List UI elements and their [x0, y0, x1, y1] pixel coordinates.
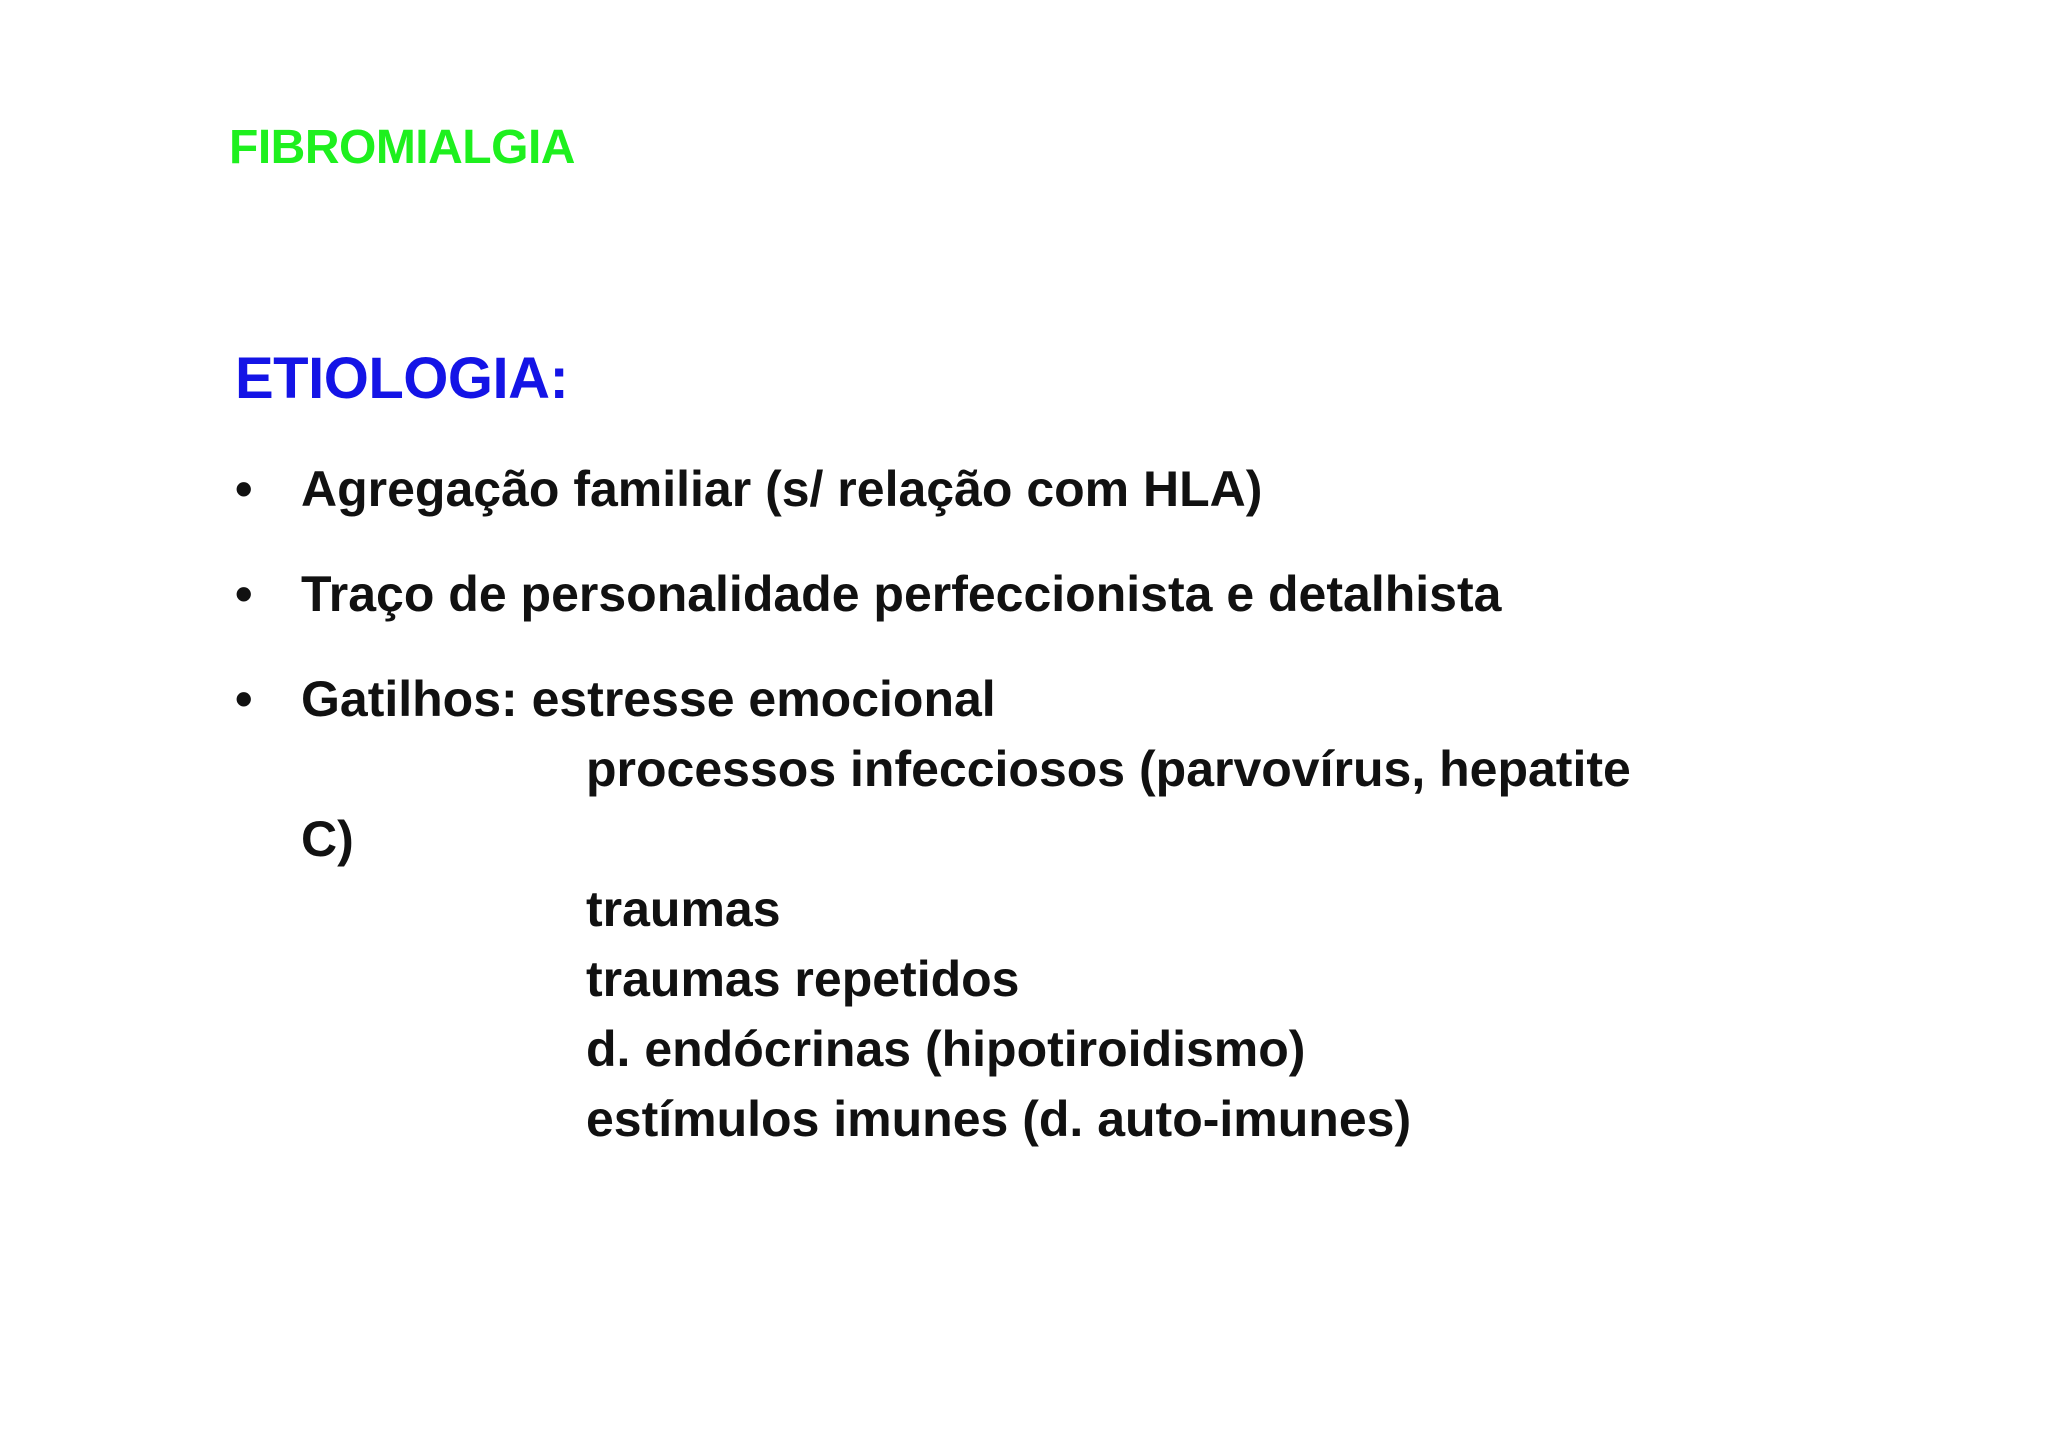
bullet-marker: •	[235, 566, 253, 622]
trigger-line: traumas repetidos	[586, 951, 1020, 1007]
bullet-marker: •	[235, 671, 253, 727]
trigger-line: traumas	[586, 881, 781, 937]
bullet-text: Agregação familiar (s/ relação com HLA)	[301, 461, 1263, 517]
trigger-line: estímulos imunes (d. auto-imunes)	[586, 1091, 1412, 1147]
bullet-text: Gatilhos: estresse emocional	[301, 671, 996, 727]
trigger-line-continuation: C)	[301, 811, 354, 867]
slide-title: FIBROMIALGIA	[229, 121, 575, 174]
section-heading: ETIOLOGIA:	[235, 346, 569, 411]
trigger-line: processos infecciosos (parvovírus, hepatite	[586, 741, 1631, 797]
trigger-line: d. endócrinas (hipotiroidismo)	[586, 1021, 1306, 1077]
bullet-text: Traço de personalidade perfeccionista e detalhista	[301, 566, 1502, 622]
bullet-marker: •	[235, 461, 253, 517]
